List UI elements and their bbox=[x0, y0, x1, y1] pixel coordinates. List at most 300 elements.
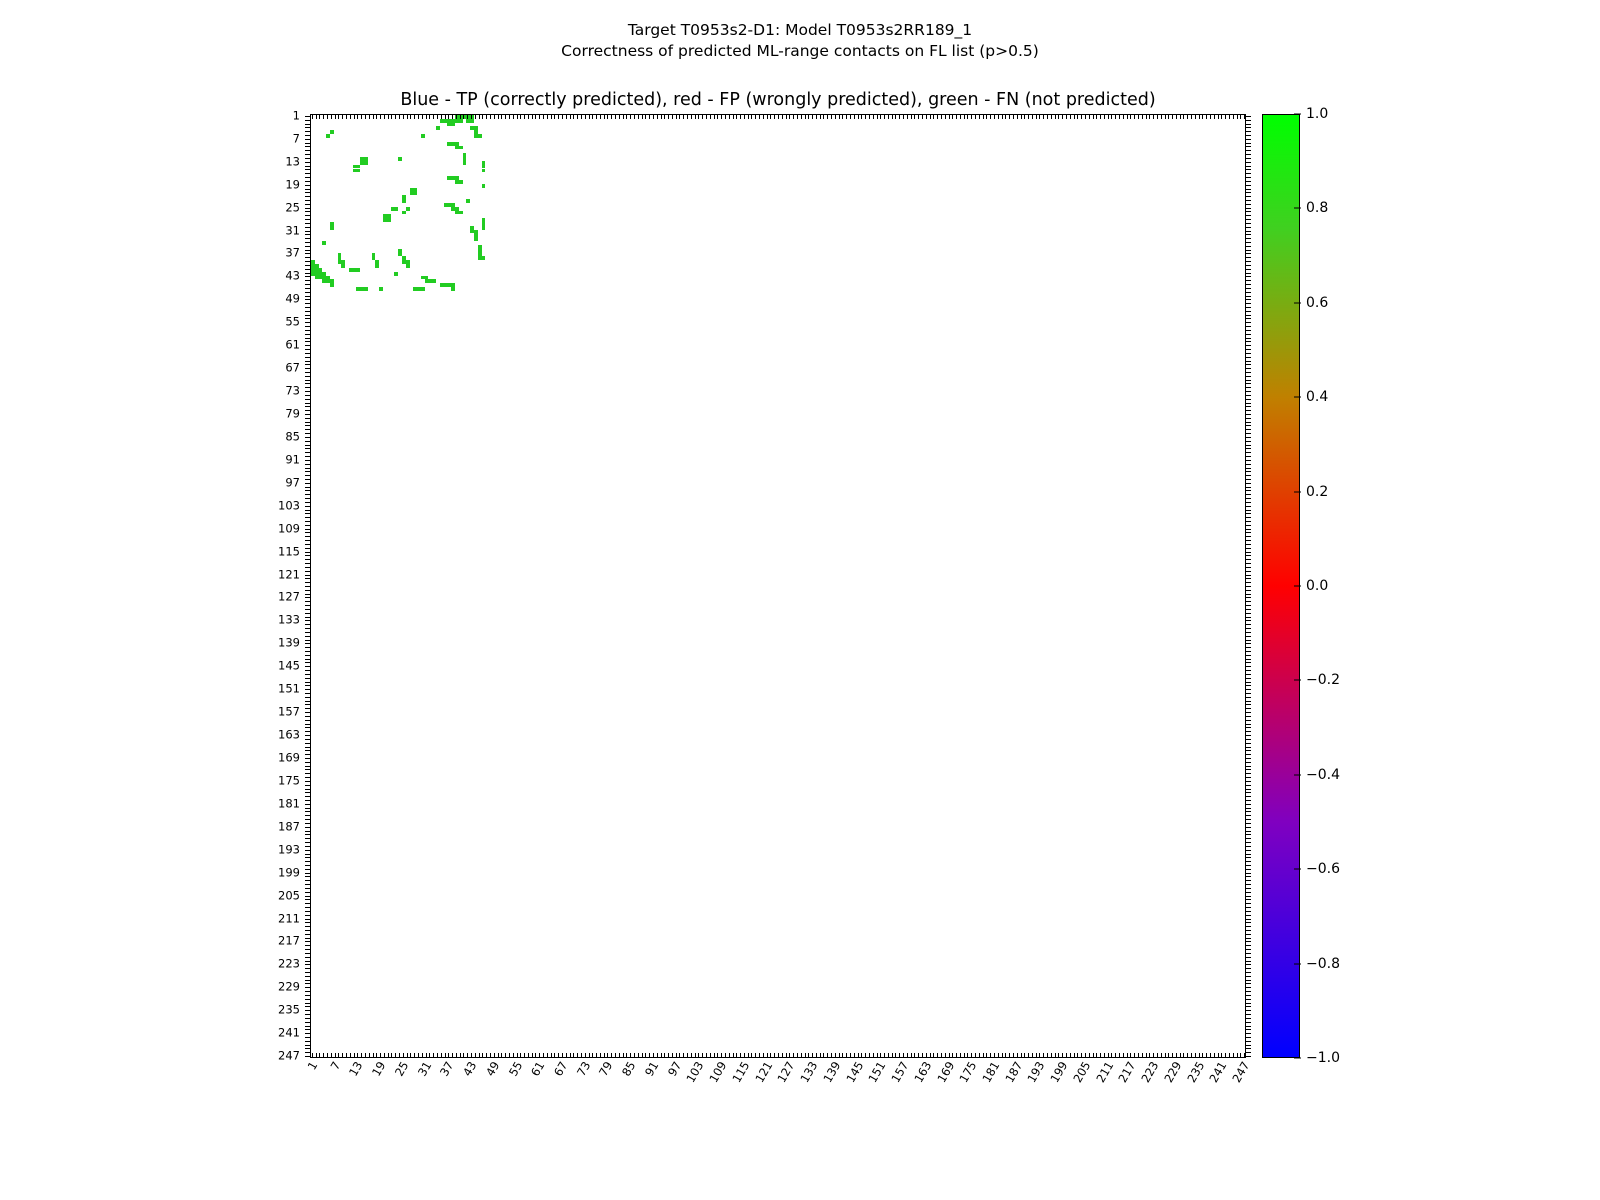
axis-tick bbox=[1246, 192, 1251, 193]
axis-tick bbox=[763, 114, 764, 119]
axis-tick bbox=[1246, 789, 1251, 790]
axis-tick bbox=[1225, 114, 1226, 119]
axis-tick bbox=[789, 1053, 790, 1058]
axis-tick bbox=[305, 754, 310, 755]
axis-tick bbox=[577, 1053, 578, 1058]
axis-tick bbox=[305, 510, 310, 511]
axis-tick bbox=[410, 1053, 411, 1058]
axis-tick bbox=[1246, 269, 1251, 270]
axis-tick bbox=[657, 1053, 658, 1058]
axis-tick bbox=[554, 1053, 555, 1058]
axis-tick bbox=[1165, 1053, 1166, 1058]
axis-tick bbox=[1187, 1053, 1188, 1058]
axis-tick bbox=[1074, 1053, 1075, 1058]
axis-tick bbox=[305, 116, 310, 117]
x-axis-tick-label: 235 bbox=[1183, 1059, 1208, 1086]
axis-tick bbox=[305, 869, 310, 870]
colorbar-tick bbox=[1294, 208, 1301, 209]
axis-tick bbox=[490, 1053, 491, 1058]
axis-tick bbox=[517, 1053, 518, 1058]
axis-tick bbox=[305, 792, 310, 793]
axis-tick bbox=[1246, 456, 1251, 457]
axis-tick bbox=[305, 804, 310, 805]
x-axis-tick-label: 49 bbox=[482, 1059, 503, 1079]
axis-tick bbox=[305, 380, 310, 381]
contact-cell bbox=[379, 287, 383, 291]
x-axis-tick-label: 97 bbox=[664, 1059, 685, 1079]
axis-tick bbox=[1233, 114, 1234, 119]
axis-tick bbox=[1246, 173, 1251, 174]
axis-tick bbox=[1246, 941, 1251, 942]
axis-tick bbox=[1017, 114, 1018, 119]
axis-tick bbox=[1246, 968, 1251, 969]
axis-tick bbox=[717, 114, 718, 119]
axis-tick bbox=[998, 114, 999, 119]
axis-tick bbox=[391, 114, 392, 119]
axis-tick bbox=[1246, 624, 1251, 625]
axis-tick bbox=[770, 1053, 771, 1058]
axis-tick bbox=[305, 391, 310, 392]
axis-tick bbox=[1108, 114, 1109, 119]
axis-tick bbox=[1246, 204, 1251, 205]
axis-tick bbox=[1246, 154, 1251, 155]
y-axis-tick-label: 127 bbox=[278, 589, 300, 604]
axis-tick bbox=[524, 1053, 525, 1058]
axis-tick bbox=[831, 1053, 832, 1058]
axis-tick bbox=[1246, 792, 1251, 793]
axis-tick bbox=[305, 1037, 310, 1038]
axis-tick bbox=[305, 307, 310, 308]
axis-tick bbox=[1246, 823, 1251, 824]
axis-tick bbox=[645, 114, 646, 119]
x-axis-tick-label: 223 bbox=[1138, 1059, 1162, 1086]
axis-tick bbox=[1246, 139, 1251, 140]
axis-tick bbox=[520, 114, 521, 119]
axis-tick bbox=[592, 114, 593, 119]
axis-tick bbox=[562, 1053, 563, 1058]
axis-tick bbox=[581, 114, 582, 119]
axis-tick bbox=[498, 1053, 499, 1058]
contact-cell bbox=[330, 130, 334, 134]
axis-tick bbox=[964, 114, 965, 119]
axis-tick bbox=[1202, 1053, 1203, 1058]
axis-tick bbox=[1246, 1006, 1251, 1007]
axis-tick bbox=[305, 953, 310, 954]
axis-tick bbox=[604, 114, 605, 119]
axis-tick bbox=[805, 114, 806, 119]
axis-tick bbox=[865, 114, 866, 119]
axis-tick bbox=[539, 1053, 540, 1058]
axis-tick bbox=[956, 1053, 957, 1058]
axis-tick bbox=[486, 114, 487, 119]
axis-tick bbox=[305, 219, 310, 220]
axis-tick bbox=[305, 124, 310, 125]
axis-tick bbox=[1138, 1053, 1139, 1058]
axis-tick bbox=[1138, 114, 1139, 119]
axis-tick bbox=[513, 1053, 514, 1058]
axis-tick bbox=[937, 1053, 938, 1058]
contact-cell bbox=[402, 211, 406, 215]
x-axis-tick-label: 55 bbox=[505, 1059, 525, 1079]
axis-tick bbox=[604, 1053, 605, 1058]
x-axis-tick-label: 151 bbox=[865, 1059, 889, 1086]
y-axis-tick-label: 223 bbox=[278, 956, 300, 971]
axis-tick bbox=[305, 357, 310, 358]
axis-tick bbox=[918, 1053, 919, 1058]
axis-tick bbox=[1157, 1053, 1158, 1058]
axis-tick bbox=[1047, 114, 1048, 119]
axis-tick bbox=[305, 383, 310, 384]
axis-tick bbox=[319, 114, 320, 119]
axis-tick bbox=[1246, 361, 1251, 362]
axis-tick bbox=[1246, 662, 1251, 663]
axis-tick bbox=[305, 949, 310, 950]
axis-tick bbox=[1246, 127, 1251, 128]
axis-tick bbox=[418, 114, 419, 119]
axis-tick bbox=[1206, 1053, 1207, 1058]
axis-tick bbox=[448, 114, 449, 119]
contact-cell bbox=[421, 134, 425, 138]
axis-tick bbox=[305, 930, 310, 931]
axis-tick bbox=[1246, 831, 1251, 832]
axis-tick bbox=[1246, 414, 1251, 415]
axis-tick bbox=[441, 1053, 442, 1058]
axis-tick bbox=[357, 114, 358, 119]
axis-tick bbox=[1246, 926, 1251, 927]
axis-tick bbox=[1246, 980, 1251, 981]
x-axis-tick-label: 193 bbox=[1024, 1059, 1048, 1086]
axis-tick bbox=[1085, 114, 1086, 119]
axis-tick bbox=[1146, 114, 1147, 119]
contact-cell bbox=[364, 287, 368, 291]
colorbar-tick-label: 0.0 bbox=[1306, 578, 1329, 594]
axis-tick bbox=[1062, 1053, 1063, 1058]
axis-tick bbox=[755, 114, 756, 119]
contact-cell bbox=[436, 126, 440, 130]
axis-tick bbox=[679, 1053, 680, 1058]
y-axis-tick-label: 19 bbox=[285, 176, 300, 191]
axis-tick bbox=[305, 781, 310, 782]
axis-tick bbox=[312, 114, 313, 119]
axis-tick bbox=[323, 114, 324, 119]
y-axis-tick-label: 97 bbox=[285, 475, 300, 490]
colorbar-tick bbox=[1294, 680, 1301, 681]
y-axis-tick-label: 193 bbox=[278, 841, 300, 856]
y-axis-tick-label: 37 bbox=[285, 245, 300, 260]
axis-tick bbox=[305, 582, 310, 583]
axis-tick bbox=[316, 1053, 317, 1058]
axis-tick bbox=[1246, 842, 1251, 843]
axis-tick bbox=[895, 1053, 896, 1058]
axis-tick bbox=[305, 177, 310, 178]
axis-tick bbox=[1246, 743, 1251, 744]
axis-tick bbox=[414, 114, 415, 119]
axis-tick bbox=[305, 697, 310, 698]
colorbar-tick bbox=[1294, 491, 1301, 492]
axis-tick bbox=[547, 114, 548, 119]
axis-tick bbox=[1246, 510, 1251, 511]
axis-tick bbox=[930, 1053, 931, 1058]
y-axis-tick-label: 187 bbox=[278, 819, 300, 834]
axis-tick bbox=[740, 114, 741, 119]
axis-tick bbox=[475, 1053, 476, 1058]
axis-tick bbox=[373, 114, 374, 119]
axis-tick bbox=[305, 1041, 310, 1042]
axis-tick bbox=[1246, 601, 1251, 602]
axis-tick bbox=[426, 114, 427, 119]
contact-cell bbox=[356, 169, 360, 173]
y-axis-tick-labels bbox=[250, 108, 300, 1063]
axis-tick bbox=[1246, 1041, 1251, 1042]
contact-cell bbox=[463, 161, 467, 165]
axis-tick bbox=[1146, 1053, 1147, 1058]
axis-tick bbox=[698, 114, 699, 119]
axis-tick bbox=[573, 1053, 574, 1058]
axis-tick bbox=[1246, 296, 1251, 297]
axis-tick bbox=[305, 884, 310, 885]
axis-tick bbox=[1246, 540, 1251, 541]
colorbar-tick bbox=[1294, 397, 1301, 398]
axis-tick bbox=[1246, 1010, 1251, 1011]
axis-tick bbox=[846, 1053, 847, 1058]
axis-tick bbox=[305, 609, 310, 610]
axis-tick bbox=[793, 114, 794, 119]
contact-cell bbox=[326, 134, 330, 138]
axis-tick bbox=[403, 114, 404, 119]
axis-tick bbox=[305, 597, 310, 598]
x-axis-tick-labels bbox=[304, 1059, 1253, 1120]
axis-tick bbox=[642, 1053, 643, 1058]
axis-tick bbox=[305, 334, 310, 335]
axis-tick bbox=[986, 114, 987, 119]
x-axis-tick-label: 115 bbox=[729, 1059, 753, 1086]
axis-tick bbox=[1246, 311, 1251, 312]
axis-tick bbox=[1168, 1053, 1169, 1058]
axis-tick bbox=[305, 315, 310, 316]
axis-tick bbox=[1183, 114, 1184, 119]
y-axis-tick-label: 67 bbox=[285, 360, 300, 375]
axis-tick bbox=[1017, 1053, 1018, 1058]
axis-tick bbox=[1246, 964, 1251, 965]
axis-tick bbox=[305, 636, 310, 637]
axis-tick bbox=[305, 750, 310, 751]
axis-tick bbox=[1246, 922, 1251, 923]
axis-tick bbox=[305, 299, 310, 300]
x-axis-tick-label: 175 bbox=[956, 1059, 980, 1086]
axis-tick bbox=[1161, 1053, 1162, 1058]
axis-tick bbox=[964, 1053, 965, 1058]
axis-tick bbox=[437, 1053, 438, 1058]
axis-tick bbox=[305, 468, 310, 469]
axis-tick bbox=[1246, 896, 1251, 897]
axis-tick bbox=[1127, 1053, 1128, 1058]
y-axis-tick-label: 175 bbox=[278, 773, 300, 788]
axis-tick bbox=[305, 701, 310, 702]
axis-tick bbox=[975, 1053, 976, 1058]
y-axis-tick-label: 163 bbox=[278, 727, 300, 742]
axis-tick bbox=[395, 1053, 396, 1058]
axis-tick bbox=[305, 647, 310, 648]
axis-tick bbox=[305, 120, 310, 121]
axis-tick bbox=[1183, 1053, 1184, 1058]
axis-tick bbox=[1246, 1022, 1251, 1023]
contact-map-plot bbox=[310, 114, 1246, 1058]
axis-tick bbox=[1246, 930, 1251, 931]
axis-tick bbox=[1246, 548, 1251, 549]
x-axis-tick-label: 61 bbox=[528, 1059, 548, 1079]
x-axis-tick-label: 229 bbox=[1161, 1059, 1185, 1086]
axis-tick bbox=[305, 712, 310, 713]
axis-tick bbox=[1108, 1053, 1109, 1058]
axis-tick bbox=[305, 720, 310, 721]
axis-tick bbox=[305, 575, 310, 576]
axis-tick bbox=[759, 1053, 760, 1058]
axis-tick bbox=[729, 1053, 730, 1058]
axis-tick bbox=[1246, 124, 1251, 125]
axis-tick bbox=[305, 234, 310, 235]
axis-tick bbox=[1246, 246, 1251, 247]
axis-tick bbox=[305, 682, 310, 683]
axis-tick bbox=[570, 114, 571, 119]
axis-tick bbox=[1246, 253, 1251, 254]
axis-tick bbox=[880, 1053, 881, 1058]
axis-tick bbox=[305, 303, 310, 304]
axis-tick bbox=[687, 114, 688, 119]
axis-tick bbox=[1246, 502, 1251, 503]
axis-tick bbox=[1246, 1026, 1251, 1027]
axis-tick bbox=[1246, 957, 1251, 958]
axis-tick bbox=[460, 1053, 461, 1058]
axis-tick bbox=[539, 114, 540, 119]
axis-tick bbox=[1246, 769, 1251, 770]
axis-tick bbox=[1246, 880, 1251, 881]
axis-tick bbox=[1246, 704, 1251, 705]
contact-cell bbox=[478, 134, 482, 138]
axis-tick bbox=[736, 114, 737, 119]
axis-tick bbox=[1246, 750, 1251, 751]
axis-tick bbox=[1246, 640, 1251, 641]
axis-tick bbox=[305, 624, 310, 625]
axis-tick bbox=[1104, 1053, 1105, 1058]
axis-tick bbox=[305, 915, 310, 916]
axis-tick bbox=[926, 1053, 927, 1058]
axis-tick bbox=[1246, 758, 1251, 759]
axis-tick bbox=[1246, 135, 1251, 136]
axis-tick bbox=[1055, 114, 1056, 119]
axis-tick bbox=[1013, 1053, 1014, 1058]
axis-tick bbox=[1246, 487, 1251, 488]
axis-tick bbox=[384, 1053, 385, 1058]
axis-tick bbox=[305, 135, 310, 136]
axis-tick bbox=[653, 1053, 654, 1058]
axis-tick bbox=[486, 1053, 487, 1058]
axis-tick bbox=[770, 114, 771, 119]
axis-tick bbox=[661, 1053, 662, 1058]
axis-tick bbox=[1246, 850, 1251, 851]
axis-tick bbox=[1246, 177, 1251, 178]
axis-tick bbox=[305, 280, 310, 281]
axis-tick bbox=[1246, 712, 1251, 713]
axis-tick bbox=[581, 1053, 582, 1058]
axis-tick bbox=[305, 425, 310, 426]
axis-tick bbox=[827, 1053, 828, 1058]
y-axis-tick-label: 13 bbox=[285, 154, 300, 169]
axis-tick bbox=[952, 114, 953, 119]
axis-tick bbox=[1246, 1048, 1251, 1049]
figure-title-block bbox=[0, 20, 1600, 62]
axis-tick bbox=[892, 114, 893, 119]
axis-tick bbox=[1161, 114, 1162, 119]
axis-tick bbox=[812, 1053, 813, 1058]
axis-tick bbox=[1246, 747, 1251, 748]
axis-tick bbox=[1246, 429, 1251, 430]
axis-tick bbox=[816, 114, 817, 119]
axis-tick bbox=[365, 1053, 366, 1058]
axis-tick bbox=[1123, 1053, 1124, 1058]
axis-tick bbox=[1032, 114, 1033, 119]
axis-tick bbox=[983, 114, 984, 119]
axis-tick bbox=[990, 114, 991, 119]
axis-tick bbox=[1246, 953, 1251, 954]
axis-tick bbox=[554, 114, 555, 119]
axis-tick bbox=[1246, 586, 1251, 587]
axis-tick bbox=[305, 353, 310, 354]
axis-tick bbox=[305, 139, 310, 140]
axis-tick bbox=[305, 422, 310, 423]
axis-tick bbox=[551, 1053, 552, 1058]
axis-tick bbox=[630, 1053, 631, 1058]
contact-cell bbox=[406, 207, 410, 211]
axis-tick bbox=[305, 632, 310, 633]
axis-tick bbox=[305, 1022, 310, 1023]
axis-tick bbox=[1168, 114, 1169, 119]
contact-cell bbox=[451, 123, 455, 127]
axis-tick bbox=[835, 1053, 836, 1058]
axis-tick bbox=[1246, 464, 1251, 465]
axis-tick bbox=[305, 727, 310, 728]
axis-tick bbox=[1002, 1053, 1003, 1058]
axis-tick bbox=[305, 976, 310, 977]
axis-tick bbox=[1246, 655, 1251, 656]
axis-tick bbox=[305, 154, 310, 155]
axis-tick bbox=[407, 1053, 408, 1058]
y-axis-tick-label: 73 bbox=[285, 383, 300, 398]
axis-tick bbox=[782, 114, 783, 119]
axis-tick bbox=[305, 460, 310, 461]
axis-tick bbox=[305, 169, 310, 170]
axis-tick bbox=[1176, 114, 1177, 119]
axis-tick bbox=[305, 318, 310, 319]
axis-tick bbox=[305, 651, 310, 652]
y-axis-tick-label: 115 bbox=[278, 543, 300, 558]
axis-tick bbox=[1246, 143, 1251, 144]
axis-tick bbox=[501, 114, 502, 119]
axis-tick bbox=[1134, 114, 1135, 119]
axis-tick bbox=[305, 1052, 310, 1053]
axis-tick bbox=[305, 238, 310, 239]
axis-tick bbox=[668, 1053, 669, 1058]
axis-tick bbox=[1246, 647, 1251, 648]
axis-tick bbox=[1221, 114, 1222, 119]
axis-tick bbox=[1246, 808, 1251, 809]
axis-tick bbox=[305, 261, 310, 262]
axis-tick bbox=[350, 114, 351, 119]
axis-tick bbox=[1246, 227, 1251, 228]
axis-tick bbox=[1246, 892, 1251, 893]
axis-tick bbox=[305, 934, 310, 935]
axis-tick bbox=[305, 800, 310, 801]
axis-tick bbox=[1246, 777, 1251, 778]
